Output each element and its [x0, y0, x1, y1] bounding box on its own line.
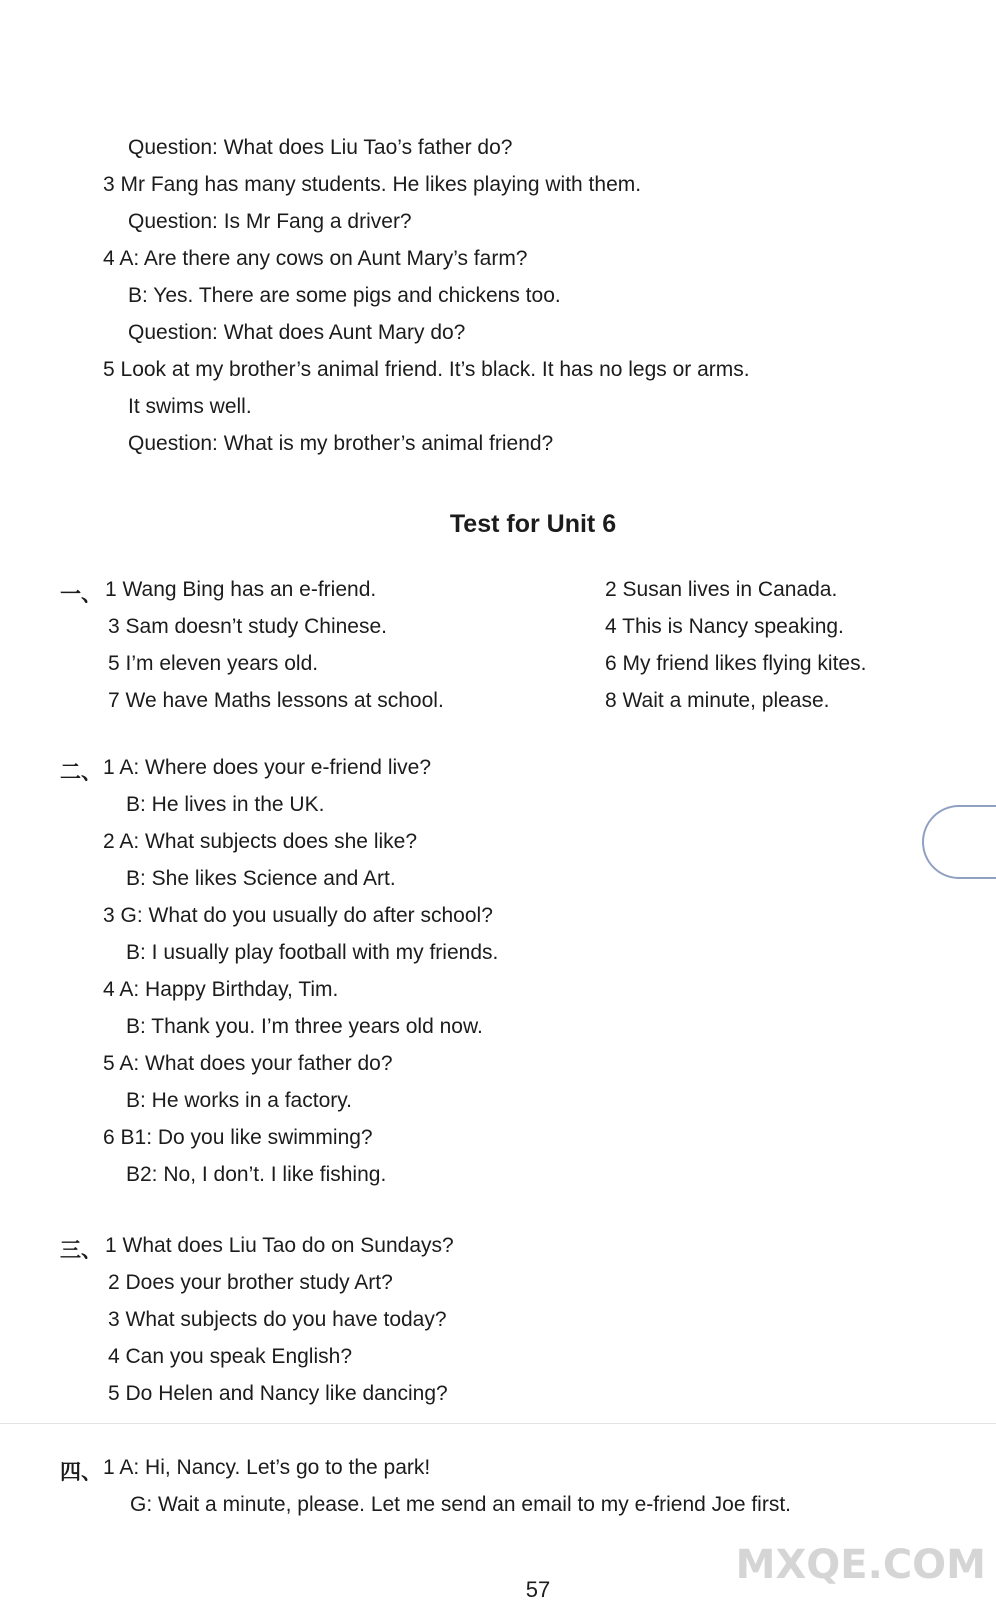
sec1-left-2: 3 Sam doesn’t study Chinese.	[108, 615, 387, 638]
top-line-1: Question: What does Liu Tao’s father do?	[128, 136, 513, 159]
sec1-right-3: 6 My friend likes flying kites.	[605, 652, 867, 675]
sec1-right-2: 4 This is Nancy speaking.	[605, 615, 844, 638]
sec1-left-3: 5 I’m eleven years old.	[108, 652, 319, 675]
sec2-line-2: B: He lives in the UK.	[126, 793, 325, 816]
sec3-line-1: 1 What does Liu Tao do on Sundays?	[105, 1234, 454, 1257]
sec2-line-7: 4 A: Happy Birthday, Tim.	[103, 978, 339, 1001]
watermark: MXQE.COM	[735, 1542, 986, 1588]
sec4-line-1: 1 A: Hi, Nancy. Let’s go to the park!	[103, 1456, 431, 1479]
sec3-line-2: 2 Does your brother study Art?	[108, 1271, 393, 1294]
top-line-5: B: Yes. There are some pigs and chickens too.	[128, 284, 561, 307]
sec1-left-1: 1 Wang Bing has an e-friend.	[105, 578, 377, 601]
sec2-line-4: B: She likes Science and Art.	[126, 867, 396, 890]
sec1-right-1: 2 Susan lives in Canada.	[605, 578, 838, 601]
sec2-line-3: 2 A: What subjects does she like?	[103, 830, 418, 853]
sec1-right-4: 8 Wait a minute, please.	[605, 689, 830, 712]
sec2-line-6: B: I usually play football with my friends.	[126, 941, 499, 964]
sec2-line-5: 3 G: What do you usually do after school?	[103, 904, 493, 927]
sec3-line-3: 3 What subjects do you have today?	[108, 1308, 447, 1331]
top-line-7: 5 Look at my brother’s animal friend. It’s black. It has no legs or arms.	[103, 358, 750, 381]
section-2-marker: 二、	[60, 760, 102, 784]
section-4-marker: 四、	[60, 1460, 102, 1484]
sec2-line-10: B: He works in a factory.	[126, 1089, 353, 1112]
sec2-line-1: 1 A: Where does your e-friend live?	[103, 756, 432, 779]
sec2-line-11: 6 B1: Do you like swimming?	[103, 1126, 373, 1149]
sec1-left-4: 7 We have Maths lessons at school.	[108, 689, 444, 712]
sec3-line-5: 5 Do Helen and Nancy like dancing?	[108, 1382, 448, 1405]
sec3-line-4: 4 Can you speak English?	[108, 1345, 352, 1368]
sec2-line-9: 5 A: What does your father do?	[103, 1052, 393, 1075]
top-line-8: It swims well.	[128, 395, 252, 418]
page-number: 57	[525, 1577, 551, 1602]
top-line-4: 4 A: Are there any cows on Aunt Mary’s farm?	[103, 247, 528, 270]
sec4-line-2: G: Wait a minute, please. Let me send an email to my e-friend Joe first.	[130, 1493, 792, 1516]
top-line-6: Question: What does Aunt Mary do?	[128, 321, 466, 344]
top-line-9: Question: What is my brother’s animal friend?	[128, 432, 554, 455]
stamp-seal-icon	[922, 805, 996, 879]
top-line-2: 3 Mr Fang has many students. He likes playing with them.	[103, 173, 642, 196]
sec2-line-12: B2: No, I don’t. I like fishing.	[126, 1163, 387, 1186]
sec2-line-8: B: Thank you. I’m three years old now.	[126, 1015, 483, 1038]
section-1-marker: 一、	[60, 582, 102, 606]
divider-line	[0, 1423, 996, 1424]
top-line-3: Question: Is Mr Fang a driver?	[128, 210, 412, 233]
page-title: Test for Unit 6	[449, 510, 617, 538]
section-3-marker: 三、	[60, 1238, 102, 1262]
